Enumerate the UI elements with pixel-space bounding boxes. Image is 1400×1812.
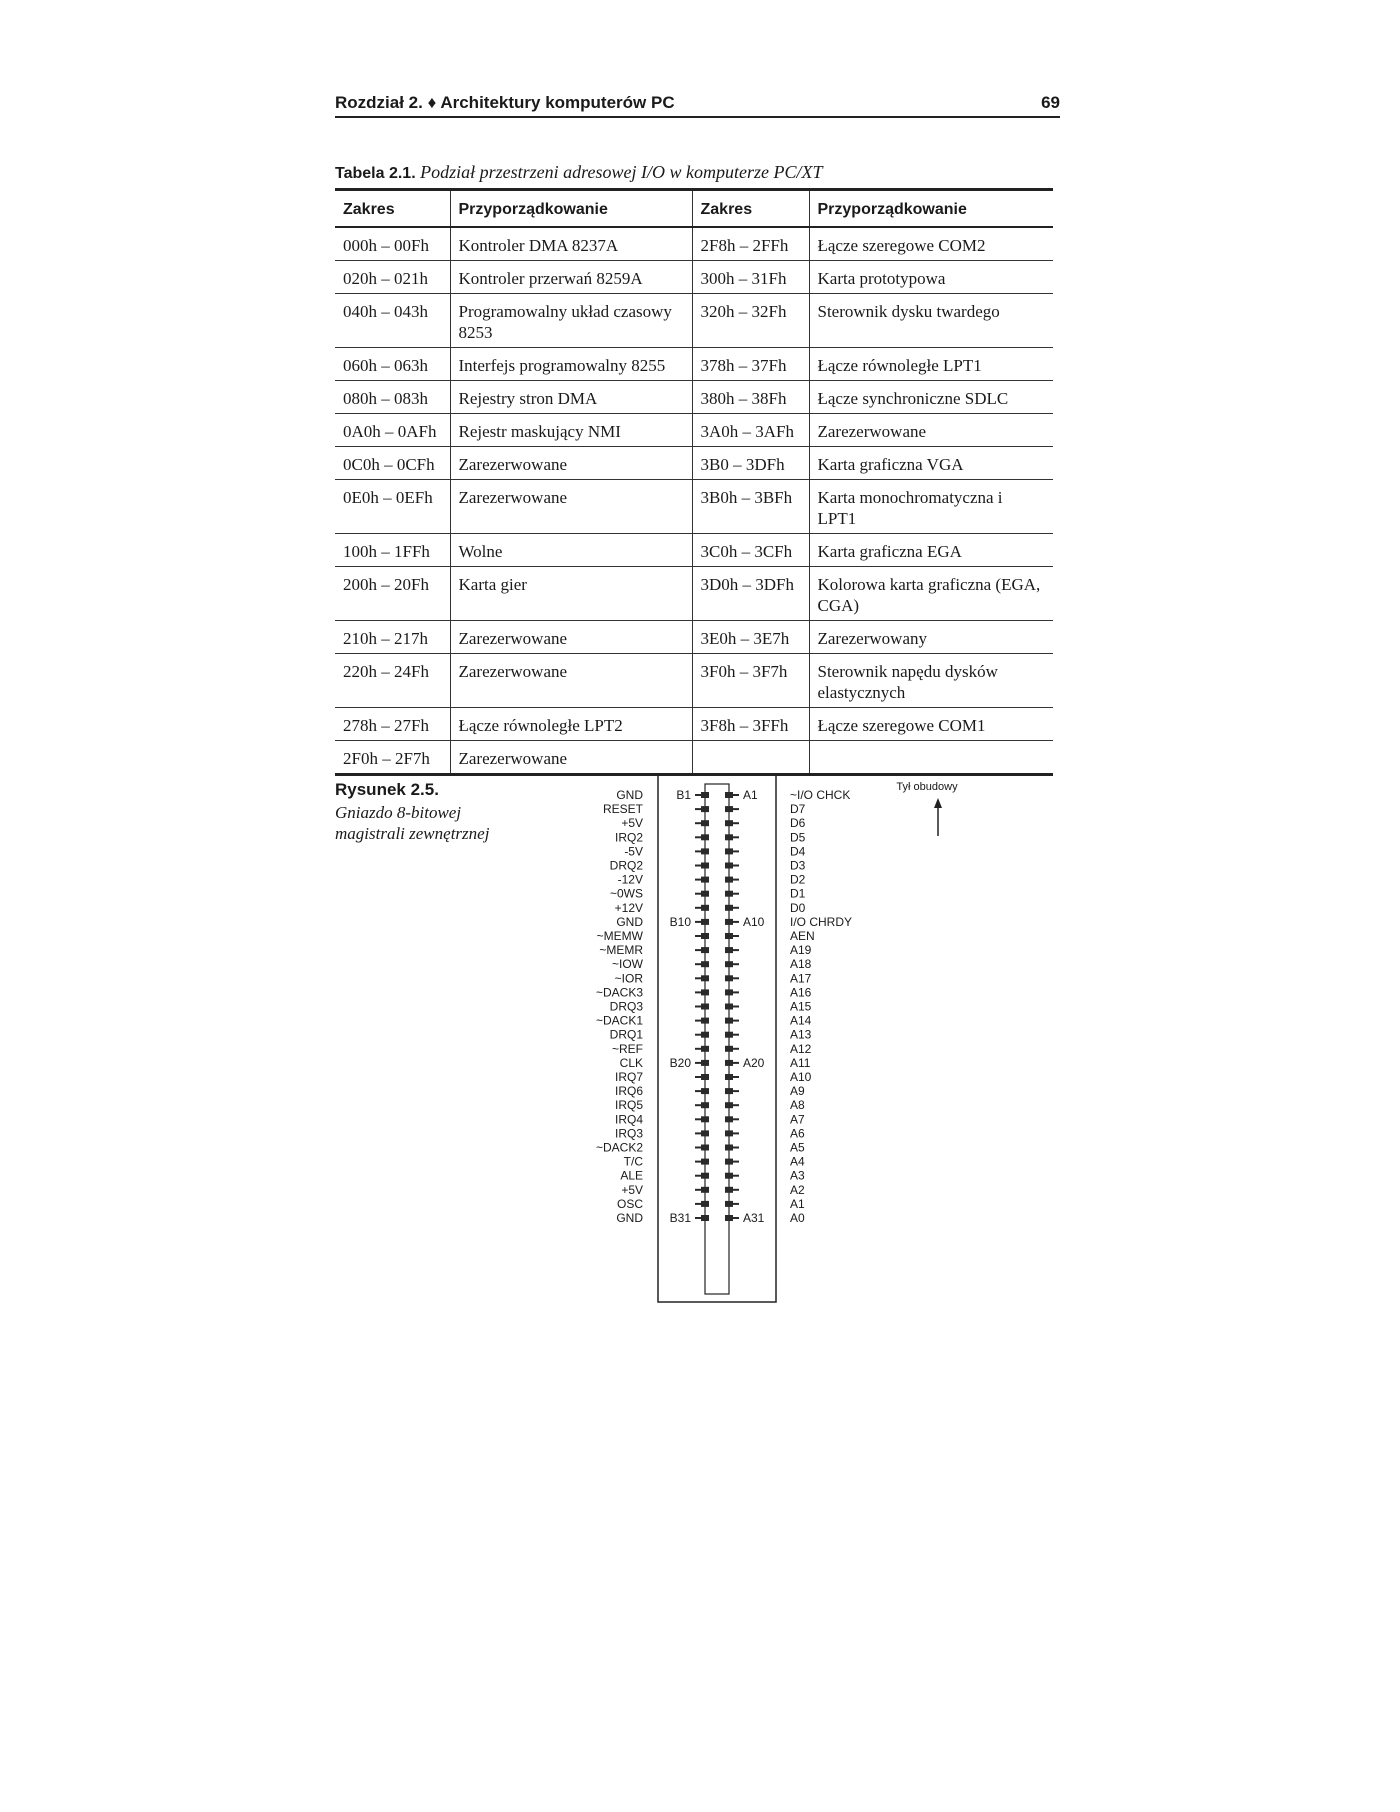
b-side-signal-label: -12V [617, 872, 643, 887]
pin-b19 [701, 1046, 709, 1052]
pin-b17 [701, 1018, 709, 1024]
cell-assignment-right: Karta monochromatyczna i LPT1 [809, 480, 1053, 534]
b-side-signal-label: ~0WS [609, 886, 643, 901]
pin-a20 [725, 1060, 733, 1066]
cell-range-right: 378h – 37Fh [692, 348, 809, 381]
table-caption [335, 162, 822, 183]
cell-assignment-right: Karta graficzna EGA [809, 534, 1053, 567]
a-side-signal-label: A11 [790, 1055, 811, 1070]
pin-a21 [725, 1074, 733, 1080]
cell-assignment-right: Zarezerwowane [809, 414, 1053, 447]
pin-b16 [701, 1004, 709, 1010]
cell-assignment-left: Zarezerwowane [450, 447, 692, 480]
page-number: 69 [1041, 93, 1060, 112]
pin-b18 [701, 1032, 709, 1038]
table-row [335, 261, 1053, 294]
cell-range-left: 0A0h – 0AFh [335, 414, 450, 447]
table-caption-label: Tabela 2.1. [335, 165, 416, 182]
pin-b2 [701, 806, 709, 812]
pin-b12 [701, 947, 709, 953]
pin-a29 [725, 1187, 733, 1193]
pin-b9 [701, 905, 709, 911]
pin-a5 [725, 848, 733, 854]
cell-range-left: 220h – 24Fh [335, 654, 450, 708]
pin-a7 [725, 877, 733, 883]
table-row [335, 227, 1053, 261]
cell-assignment-right: Łącze szeregowe COM2 [809, 227, 1053, 261]
b-side-signal-label: ~IOR [614, 971, 643, 986]
pin-a8 [725, 891, 733, 897]
pin-b20 [701, 1060, 709, 1066]
cell-range-right: 2F8h – 2FFh [692, 227, 809, 261]
cell-assignment-left: Wolne [450, 534, 692, 567]
table-row [335, 708, 1053, 741]
cell-assignment-left: Karta gier [450, 567, 692, 621]
b-side-signal-label: T/C [623, 1154, 643, 1169]
cell-range-right: 3A0h – 3AFh [692, 414, 809, 447]
pin-b27 [701, 1159, 709, 1165]
a-side-signal-label: AEN [790, 929, 815, 943]
pin-b25 [701, 1130, 709, 1136]
pin-a22 [725, 1088, 733, 1094]
a-side-signal-label: A12 [790, 1041, 812, 1056]
pin-b1 [701, 792, 709, 798]
cell-assignment-right: Łącze synchroniczne SDLC [809, 381, 1053, 414]
table-row [335, 414, 1053, 447]
cell-assignment-right: Zarezerwowany [809, 621, 1053, 654]
cell-range-right: 3F8h – 3FFh [692, 708, 809, 741]
pin-a10 [725, 919, 733, 925]
cell-range-left: 278h – 27Fh [335, 708, 450, 741]
a-side-signal-label: A6 [790, 1126, 805, 1141]
pin-b14 [701, 975, 709, 981]
b-side-signal-label: IRQ6 [614, 1084, 643, 1099]
back-of-case-label: Tył obudowy [896, 781, 958, 793]
a-side-signal-label: A8 [790, 1098, 805, 1113]
cell-range-right: 3B0 – 3DFh [692, 447, 809, 480]
table-row [335, 294, 1053, 348]
cell-range-left: 2F0h – 2F7h [335, 741, 450, 775]
pin-b10 [701, 919, 709, 925]
table-row [335, 447, 1053, 480]
cell-range-left: 100h – 1FFh [335, 534, 450, 567]
cell-assignment-left: Zarezerwowane [450, 741, 692, 775]
cell-assignment-right: Łącze równoległe LPT1 [809, 348, 1053, 381]
cell-range-left: 020h – 021h [335, 261, 450, 294]
pin-b7 [701, 877, 709, 883]
a-side-signal-label: I/O CHRDY [790, 914, 853, 929]
header-assignment-right: Przyporządkowanie [809, 190, 1053, 228]
pin-a14 [725, 975, 733, 981]
table-row [335, 381, 1053, 414]
b-side-signal-label: OSC [616, 1196, 643, 1211]
a-side-signal-label: D3 [790, 858, 806, 873]
pin-marker-a20: A20 [743, 1055, 765, 1070]
pin-marker-b20: B20 [669, 1055, 691, 1070]
a-side-signal-label: A19 [790, 943, 812, 958]
b-side-signal-label: ~IOW [611, 957, 643, 972]
b-side-signal-label: DRQ3 [609, 999, 643, 1014]
table-row [335, 567, 1053, 621]
a-side-signal-label: D5 [790, 830, 806, 845]
cell-range-right: 380h – 38Fh [692, 381, 809, 414]
a-side-signal-label: A3 [790, 1168, 805, 1183]
table-caption-text: Podział przestrzeni adresowej I/O w komputerze PC/XT [420, 162, 823, 182]
b-side-signal-label: IRQ3 [614, 1126, 643, 1141]
b-side-signal-label: IRQ5 [614, 1098, 643, 1113]
b-side-signal-label: ~REF [611, 1041, 643, 1056]
chapter-title: Rozdział 2. ♦ Architektury komputerów PC [335, 93, 675, 112]
cell-assignment-left: Programowalny układ czasowy 8253 [450, 294, 692, 348]
pin-b3 [701, 820, 709, 826]
pin-b23 [701, 1102, 709, 1108]
a-side-signal-label: D0 [790, 900, 806, 915]
a-side-signal-label: A17 [790, 971, 812, 986]
io-address-table [335, 188, 1053, 776]
b-side-signal-label: DRQ1 [609, 1027, 643, 1042]
pin-a6 [725, 863, 733, 869]
pin-b31 [701, 1215, 709, 1221]
pin-a28 [725, 1173, 733, 1179]
b-side-signal-label: ~DACK3 [595, 985, 643, 1000]
a-side-signal-label: D1 [790, 886, 806, 901]
pin-marker-b31: B31 [669, 1211, 691, 1225]
header-assignment-left: Przyporządkowanie [450, 190, 692, 228]
b-side-signal-label: CLK [619, 1055, 643, 1070]
connector-pins [695, 792, 739, 1221]
cell-assignment-right: Sterownik dysku twardego [809, 294, 1053, 348]
pin-a13 [725, 961, 733, 967]
pin-a30 [725, 1201, 733, 1207]
cell-range-right: 320h – 32Fh [692, 294, 809, 348]
a-side-signal-label: A5 [790, 1140, 805, 1155]
pin-b6 [701, 863, 709, 869]
pin-b5 [701, 848, 709, 854]
b-side-signal-label: GND [616, 914, 643, 929]
a-side-signal-label: A18 [790, 957, 812, 972]
cell-assignment-right: Karta prototypowa [809, 261, 1053, 294]
pin-a11 [725, 933, 733, 939]
a-side-signal-label: A1 [790, 1196, 805, 1211]
a-side-signal-label: A15 [790, 999, 812, 1014]
b-side-signal-label: ALE [620, 1168, 643, 1183]
b-side-signal-label: RESET [602, 802, 643, 817]
table-row [335, 534, 1053, 567]
figure-label: Rysunek 2.5. [335, 780, 439, 799]
cell-assignment-left: Kontroler przerwań 8259A [450, 261, 692, 294]
pin-b29 [701, 1187, 709, 1193]
pin-marker-a1: A1 [743, 788, 758, 802]
figure-caption [335, 780, 535, 844]
b-side-signal-label: IRQ7 [614, 1070, 643, 1084]
cell-assignment-right: Sterownik napędu dysków elastycznych [809, 654, 1053, 708]
cell-range-left: 210h – 217h [335, 621, 450, 654]
pin-a12 [725, 947, 733, 953]
a-side-signal-label: D6 [790, 816, 806, 831]
cell-range-right: 3F0h – 3F7h [692, 654, 809, 708]
a-side-signal-label: A4 [790, 1154, 805, 1169]
cell-assignment-left: Interfejs programowalny 8255 [450, 348, 692, 381]
b-side-signal-label: IRQ4 [614, 1112, 643, 1127]
a-side-signal-label: A16 [790, 985, 812, 1000]
pin-b21 [701, 1074, 709, 1080]
a-side-signal-label: A10 [790, 1070, 812, 1084]
a-side-signal-label: A13 [790, 1027, 812, 1042]
pin-a27 [725, 1159, 733, 1165]
back-arrow-head-icon [934, 798, 942, 808]
pin-a26 [725, 1145, 733, 1151]
table-row [335, 348, 1053, 381]
pin-a23 [725, 1102, 733, 1108]
isa-connector-diagram [560, 768, 980, 1328]
pin-a19 [725, 1046, 733, 1052]
cell-range-left: 0C0h – 0CFh [335, 447, 450, 480]
pin-marker-a10: A10 [743, 914, 765, 929]
a-side-signal-label: D4 [790, 844, 806, 859]
pin-b22 [701, 1088, 709, 1094]
pin-b30 [701, 1201, 709, 1207]
cell-assignment-left: Rejestry stron DMA [450, 381, 692, 414]
b-side-signal-label: GND [616, 1211, 643, 1225]
b-side-signal-label: ~DACK2 [595, 1140, 643, 1155]
a-side-signal-label: A0 [790, 1211, 805, 1225]
pin-a4 [725, 834, 733, 840]
pin-b13 [701, 961, 709, 967]
b-side-signal-label: +5V [621, 816, 643, 831]
b-side-signal-label: -5V [624, 844, 643, 859]
a-side-signal-label: A2 [790, 1182, 805, 1197]
pin-b11 [701, 933, 709, 939]
cell-range-left: 080h – 083h [335, 381, 450, 414]
table-header-row [335, 190, 1053, 228]
cell-assignment-left: Zarezerwowane [450, 621, 692, 654]
cell-assignment-left: Kontroler DMA 8237A [450, 227, 692, 261]
b-side-signal-label: ~DACK1 [595, 1013, 643, 1028]
header-range-left: Zakres [335, 190, 450, 228]
pin-b15 [701, 989, 709, 995]
b-side-signal-label: ~MEMR [599, 943, 643, 958]
pin-a17 [725, 1018, 733, 1024]
b-side-signal-label: +12V [614, 900, 643, 915]
pin-a15 [725, 989, 733, 995]
cell-range-right: 300h – 31Fh [692, 261, 809, 294]
cell-assignment-right: Łącze szeregowe COM1 [809, 708, 1053, 741]
a-side-signal-label: A9 [790, 1084, 805, 1099]
cell-range-left: 000h – 00Fh [335, 227, 450, 261]
pin-a31 [725, 1215, 733, 1221]
pin-a18 [725, 1032, 733, 1038]
cell-range-left: 060h – 063h [335, 348, 450, 381]
pin-a24 [725, 1116, 733, 1122]
cell-range-right: 3E0h – 3E7h [692, 621, 809, 654]
cell-range-right: 3B0h – 3BFh [692, 480, 809, 534]
cell-range-right: 3C0h – 3CFh [692, 534, 809, 567]
table-row [335, 480, 1053, 534]
cell-assignment-left: Zarezerwowane [450, 480, 692, 534]
a-side-signal-label: D2 [790, 872, 806, 887]
pin-b4 [701, 834, 709, 840]
pin-marker-b1: B1 [676, 788, 691, 802]
cell-assignment-left: Zarezerwowane [450, 654, 692, 708]
pin-a1 [725, 792, 733, 798]
cell-assignment-right: Kolorowa karta graficzna (EGA, CGA) [809, 567, 1053, 621]
table-row [335, 654, 1053, 708]
pin-a3 [725, 820, 733, 826]
cell-assignment-left: Łącze równoległe LPT2 [450, 708, 692, 741]
pin-marker-a31: A31 [743, 1211, 765, 1225]
figure-caption-text: Gniazdo 8-bitowej magistrali zewnętrznej [335, 803, 490, 843]
cell-range-left: 040h – 043h [335, 294, 450, 348]
pin-a16 [725, 1004, 733, 1010]
a-side-signal-label: A7 [790, 1112, 805, 1127]
b-side-signal-label: +5V [621, 1182, 643, 1197]
running-header [335, 88, 1060, 118]
a-side-signal-label: D7 [790, 802, 806, 817]
b-side-signal-label: GND [616, 788, 643, 802]
pin-marker-b10: B10 [669, 914, 691, 929]
pin-a2 [725, 806, 733, 812]
b-side-signal-label: IRQ2 [614, 830, 643, 845]
cell-assignment-left: Rejestr maskujący NMI [450, 414, 692, 447]
cell-range-right: 3D0h – 3DFh [692, 567, 809, 621]
cell-range-left: 200h – 20Fh [335, 567, 450, 621]
cell-assignment-right: Karta graficzna VGA [809, 447, 1053, 480]
pin-a9 [725, 905, 733, 911]
b-side-signal-label: DRQ2 [609, 858, 643, 873]
pin-b8 [701, 891, 709, 897]
header-range-right: Zakres [692, 190, 809, 228]
table-row [335, 621, 1053, 654]
pin-b24 [701, 1116, 709, 1122]
cell-range-left: 0E0h – 0EFh [335, 480, 450, 534]
pin-b28 [701, 1173, 709, 1179]
pin-b26 [701, 1145, 709, 1151]
b-side-signal-label: ~MEMW [596, 929, 643, 943]
a-side-signal-label: A14 [790, 1013, 812, 1028]
a-side-signal-label: ~I/O CHCK [790, 788, 851, 802]
pin-a25 [725, 1130, 733, 1136]
